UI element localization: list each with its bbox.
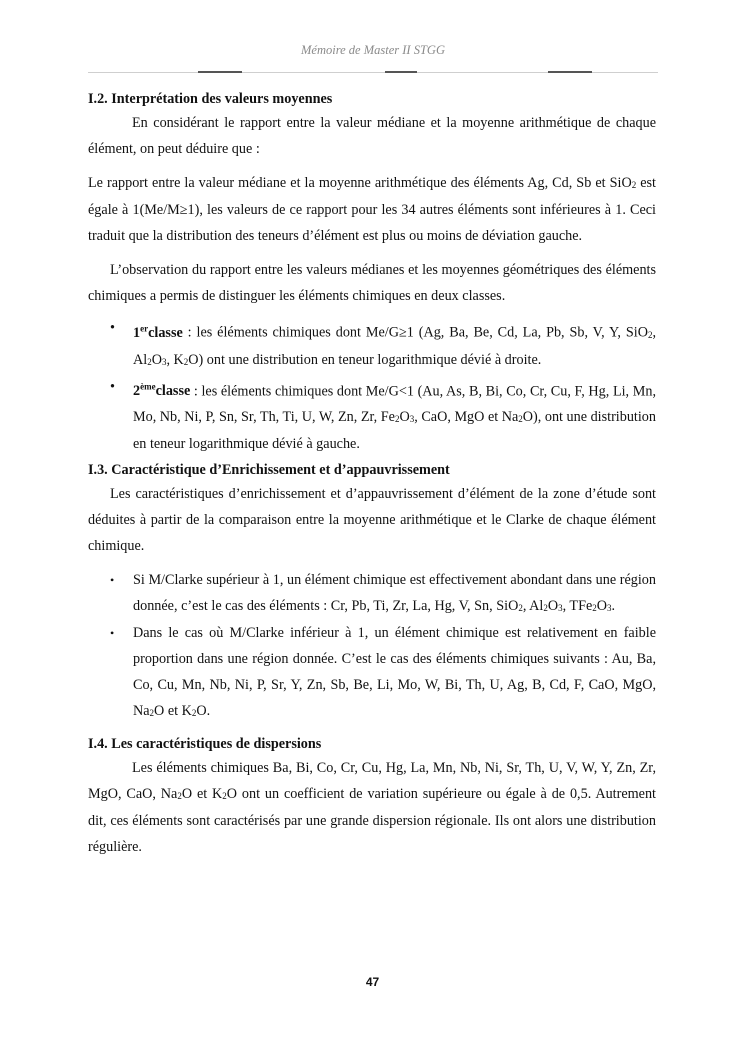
text-span: est égale à 1(Me/M≥1), les valeurs de ce rapport pour les 34 autres éléments sont inférieures à 1. Ceci traduit que la distribution des teneurs d’élément est plus ou moins de déviation gauche. bbox=[88, 175, 657, 244]
text-span: Si M/Clarke supérieur à 1, un élément chimique est effectivement abondant dans une région donnée, c’est le cas des éléments : Cr, Pb, Ti, Zr, La, Hg, V, Sn, SiO bbox=[133, 572, 656, 615]
subscript: 2 bbox=[191, 708, 197, 719]
superscript: er bbox=[140, 323, 149, 333]
section-heading-i2: I.2. Interprétation des valeurs moyennes bbox=[88, 91, 333, 107]
section-heading-i3: I.3. Caractéristique d’Enrichissement et d’appauvrissement bbox=[88, 462, 450, 479]
page-content bbox=[88, 88, 656, 860]
subscript: 2 bbox=[183, 356, 189, 367]
subscript: 3 bbox=[161, 356, 167, 367]
header-rule-accent bbox=[198, 71, 242, 73]
header-rule-accent bbox=[548, 71, 592, 73]
text-span: , K bbox=[166, 351, 184, 368]
bullet-icon: • bbox=[110, 626, 115, 641]
subscript: 2 bbox=[518, 414, 523, 425]
subscript: 3 bbox=[409, 414, 415, 425]
subscript: 2 bbox=[592, 603, 597, 614]
subscript: 2 bbox=[147, 356, 152, 367]
subscript: 3 bbox=[607, 603, 612, 614]
paragraph-ratio bbox=[88, 170, 656, 249]
section-heading-i4: I.4. Les caractéristiques de dispersions bbox=[88, 736, 322, 753]
subscript: 2 bbox=[631, 180, 637, 190]
class-label bbox=[133, 325, 183, 341]
text-span: : les éléments chimiques dont Me/G<1 (Au, As, B, Bi, Co, Cr, Cu, F, Hg, Li, Mn, Mo, Nb, Ni, P, Sn, Sr, Th, Ti, U, W, Zn, Zr, Fe bbox=[133, 383, 656, 426]
text-span: Les éléments chimiques Ba, Bi, Co, Cr, Cu, Hg, La, Mn, Nb, Ni, Sr, Th, U, V, W, Y, Zn, Zr, MgO, CaO, Na bbox=[88, 760, 656, 803]
subscript: 2 bbox=[518, 603, 523, 614]
text-span: O ont un coefficient de variation supérieure ou égale à de 0,5. Autrement dit, ces éléments sont caractérisés par une grande dispersion régionale. Ils ont alors une distribution régulière. bbox=[88, 786, 656, 856]
bullet-icon: • bbox=[110, 320, 115, 336]
text-span: O bbox=[399, 409, 410, 426]
text-span: O. bbox=[196, 703, 211, 720]
clarke-list bbox=[88, 567, 656, 725]
paragraph-intro-i3: Les caractéristiques d’enrichissement et d’appauvrissement d’élément de la zone d’étude sont déduites à partir de la comparaison entre la moyenne arithmétique et le Clarke de chaque élément chimique. bbox=[88, 486, 656, 555]
list-item-class2 bbox=[88, 374, 656, 458]
text-span: , Al bbox=[133, 324, 656, 368]
text-span: O), ont une distribution en teneur logarithmique dévié à gauche. bbox=[133, 409, 656, 453]
text-span: O et K bbox=[181, 786, 223, 803]
text-span: , CaO, MgO et Na bbox=[414, 409, 519, 426]
paragraph-intro-i2: En considérant le rapport entre la valeur médiane et la moyenne arithmétique de chaque élément, on peut déduire que : bbox=[88, 115, 656, 157]
text-span: : les éléments chimiques dont Me/G≥1 (Ag, Ba, Be, Cd, La, Pb, Sb, V, Y, SiO bbox=[182, 324, 648, 341]
bullet-icon: • bbox=[110, 378, 115, 395]
text-span: Dans le cas où M/Clarke inférieur à 1, un élément chimique est relativement en faible proportion dans une région donnée. C’est le cas des éléments chimiques suivants : Au, Ba, Co, Cu, Mn, Nb, Ni, P, Sr, Y, Zn, Sb, Be, Li, Mo, W, Bi, Th, U, Ag, B, Cd, F, CaO, MgO, Na bbox=[133, 625, 656, 720]
text-span: O) ont une distribution en teneur logarithmique dévié à droite. bbox=[188, 351, 542, 368]
subscript: 2 bbox=[177, 791, 182, 802]
text-span: . bbox=[611, 598, 616, 615]
text-span: O bbox=[547, 598, 559, 615]
paragraph-dispersion bbox=[88, 755, 656, 860]
paragraph-observation: L’observation du rapport entre les valeurs médianes et les moyennes géométriques des éléments chimiques a permis de distinguer les éléments chimiques en deux classes. bbox=[88, 262, 656, 304]
list-item-clarke-above bbox=[88, 567, 656, 620]
class-list bbox=[88, 315, 656, 457]
text-span: , TFe bbox=[562, 598, 593, 615]
subscript: 2 bbox=[222, 791, 227, 802]
subscript: 3 bbox=[558, 603, 563, 614]
subscript: 2 bbox=[543, 603, 548, 614]
text-span: Le rapport entre la valeur médiane et la moyenne arithmétique des éléments Ag, Cd, Sb et SiO bbox=[88, 175, 632, 191]
subscript: 2 bbox=[647, 329, 653, 340]
subscript: 2 bbox=[149, 708, 155, 719]
class-word: classe bbox=[155, 383, 191, 400]
subscript: 2 bbox=[394, 414, 400, 425]
text-span: O bbox=[596, 598, 608, 615]
page-number: 47 bbox=[365, 975, 380, 989]
superscript: ème bbox=[140, 381, 156, 392]
text-span: , Al bbox=[522, 598, 544, 615]
class-number: 2 bbox=[133, 383, 141, 400]
list-item-class1 bbox=[88, 315, 656, 374]
bullet-icon: • bbox=[110, 573, 115, 588]
running-header: Mémoire de Master II STGG bbox=[301, 43, 445, 57]
class-number: 1 bbox=[133, 324, 141, 341]
class-word: classe bbox=[148, 324, 183, 341]
list-item-clarke-below bbox=[88, 620, 656, 725]
text-span: O bbox=[151, 351, 162, 368]
header-rule-accent bbox=[385, 71, 417, 73]
text-span: O et K bbox=[154, 703, 192, 720]
class-label bbox=[133, 383, 190, 399]
